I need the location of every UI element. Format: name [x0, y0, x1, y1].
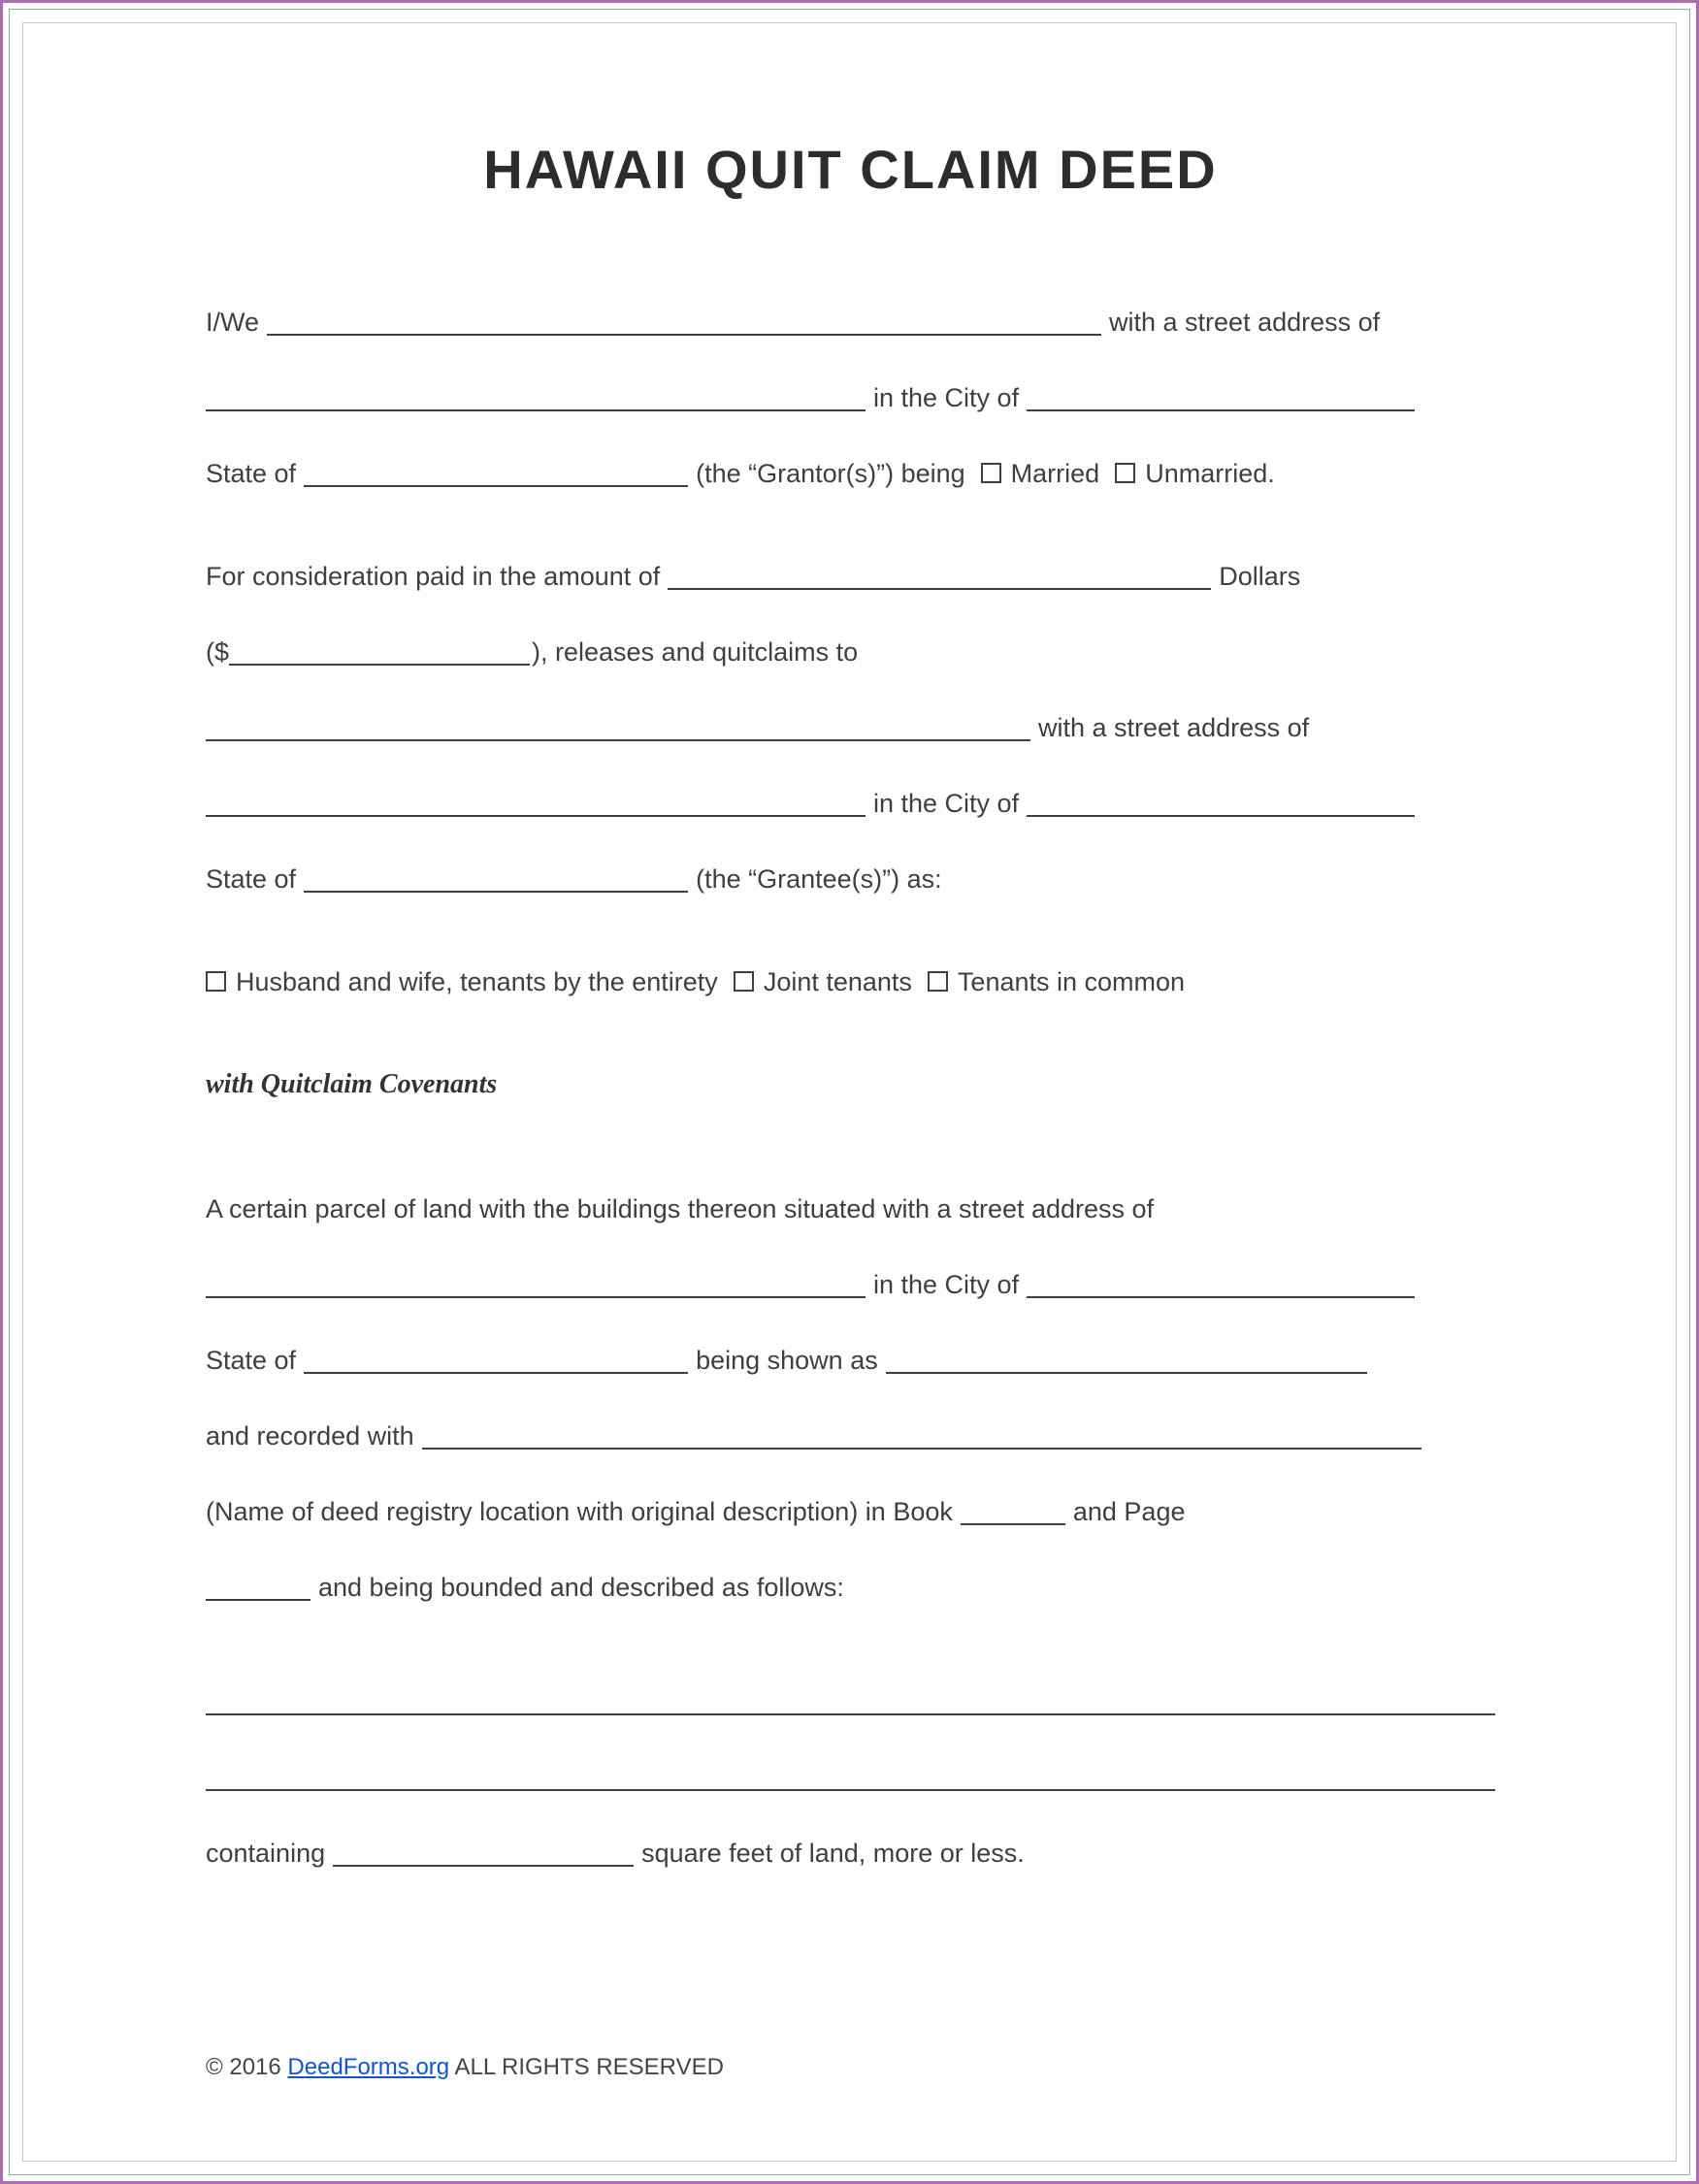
- grantor-city-text: in the City of: [873, 383, 1020, 412]
- tenants-entirety-checkbox: [206, 971, 226, 992]
- dollars-label: Dollars: [1219, 562, 1301, 591]
- line-grantee-city: [206, 787, 1495, 820]
- grantor-intro-text: I/We: [206, 308, 260, 337]
- registry-text: (Name of deed registry location with original description) in Book: [206, 1497, 953, 1526]
- line-recorded: [206, 1419, 1495, 1452]
- recorded-with-blank: [422, 1430, 1421, 1450]
- married-checkbox: [981, 463, 1001, 483]
- grantee-state-blank: [304, 873, 688, 893]
- shown-as-text: being shown as: [696, 1346, 878, 1375]
- grantor-name-blank: [267, 316, 1101, 336]
- line-grantor-city: [206, 381, 1495, 414]
- grantee-address-text: with a street address of: [1038, 713, 1310, 742]
- line-registry: [206, 1495, 1495, 1528]
- grantor-street-blank: [206, 392, 866, 411]
- grantor-city-blank: [1027, 392, 1415, 411]
- line-consideration: [206, 560, 1495, 593]
- line-description-blank-1: [206, 1685, 1495, 1718]
- married-label: Married: [1010, 459, 1100, 488]
- line-parcel-description: A certain parcel of land with the buildings thereon situated with a street address of: [206, 1194, 1155, 1223]
- line-grantee-state: [206, 863, 1495, 896]
- parcel-city-text: in the City of: [873, 1270, 1020, 1299]
- recorded-with-text: and recorded with: [206, 1421, 414, 1451]
- consideration-text: For consideration paid in the amount of: [206, 562, 661, 591]
- line-amount: [206, 636, 1495, 668]
- parcel-state-label: State of: [206, 1346, 297, 1375]
- shown-as-blank: [886, 1354, 1367, 1374]
- grantee-city-text: in the City of: [873, 789, 1020, 818]
- and-page-text: and Page: [1072, 1497, 1186, 1526]
- description-blank-1: [206, 1696, 1495, 1715]
- parcel-city-blank: [1027, 1279, 1415, 1298]
- document-page: [22, 22, 1677, 2162]
- line-parcel-state: [206, 1344, 1495, 1377]
- grantee-as-text: (the “Grantee(s)”) as:: [696, 864, 942, 894]
- grantee-state-label: State of: [206, 864, 297, 894]
- line-grantee-intro: [206, 711, 1495, 744]
- line-grantor-state: [206, 457, 1495, 490]
- line-tenancy-options: [206, 965, 1495, 998]
- grantor-address-text: with a street address of: [1109, 308, 1381, 337]
- joint-tenants-checkbox: [734, 971, 754, 992]
- grantor-state-blank: [304, 468, 688, 487]
- line-quitclaim-covenants: with Quitclaim Covenants: [206, 1069, 498, 1099]
- footer-rights: ALL RIGHTS RESERVED: [454, 2054, 724, 2080]
- unmarried-checkbox: [1115, 463, 1135, 483]
- amount-open-text: ($: [206, 637, 230, 667]
- line-description-blank-2: [206, 1761, 1495, 1794]
- parcel-state-blank: [304, 1354, 688, 1374]
- consideration-amount-blank: [668, 570, 1211, 590]
- bounded-text: and being bounded and described as follows:: [318, 1573, 844, 1602]
- joint-tenants-label: Joint tenants: [763, 967, 912, 996]
- book-number-blank: [961, 1506, 1065, 1525]
- grantee-name-blank: [206, 722, 1030, 741]
- square-feet-blank: [333, 1847, 634, 1867]
- amount-close-text: ), releases and quitclaims to: [532, 637, 859, 667]
- grantor-state-label: State of: [206, 459, 297, 488]
- square-feet-text: square feet of land, more or less.: [641, 1839, 1025, 1868]
- footer: [206, 2054, 724, 2081]
- document-title: HAWAII QUIT CLAIM DEED: [483, 139, 1218, 200]
- line-parcel-city: [206, 1268, 1495, 1301]
- page-number-blank: [206, 1581, 310, 1601]
- tenants-in-common-label: Tenants in common: [957, 967, 1186, 996]
- line-grantor-intro: [206, 306, 1495, 339]
- deedforms-link[interactable]: DeedForms.org: [287, 2054, 450, 2080]
- containing-text: containing: [206, 1839, 326, 1868]
- grantee-city-blank: [1027, 798, 1415, 817]
- line-bounded: [206, 1571, 1495, 1604]
- footer-copyright: © 2016: [206, 2054, 281, 2080]
- parcel-street-blank: [206, 1279, 866, 1298]
- grantor-being-text: (the “Grantor(s)”) being: [696, 459, 965, 488]
- tenants-entirety-label: Husband and wife, tenants by the entirety: [236, 967, 718, 996]
- line-containing: [206, 1837, 1495, 1870]
- description-blank-2: [206, 1772, 1495, 1791]
- inner-border-frame: [9, 9, 1690, 2175]
- grantee-street-blank: [206, 798, 866, 817]
- amount-numeric-blank: [229, 646, 530, 666]
- tenants-in-common-checkbox: [928, 971, 948, 992]
- unmarried-label: Unmarried.: [1145, 459, 1275, 488]
